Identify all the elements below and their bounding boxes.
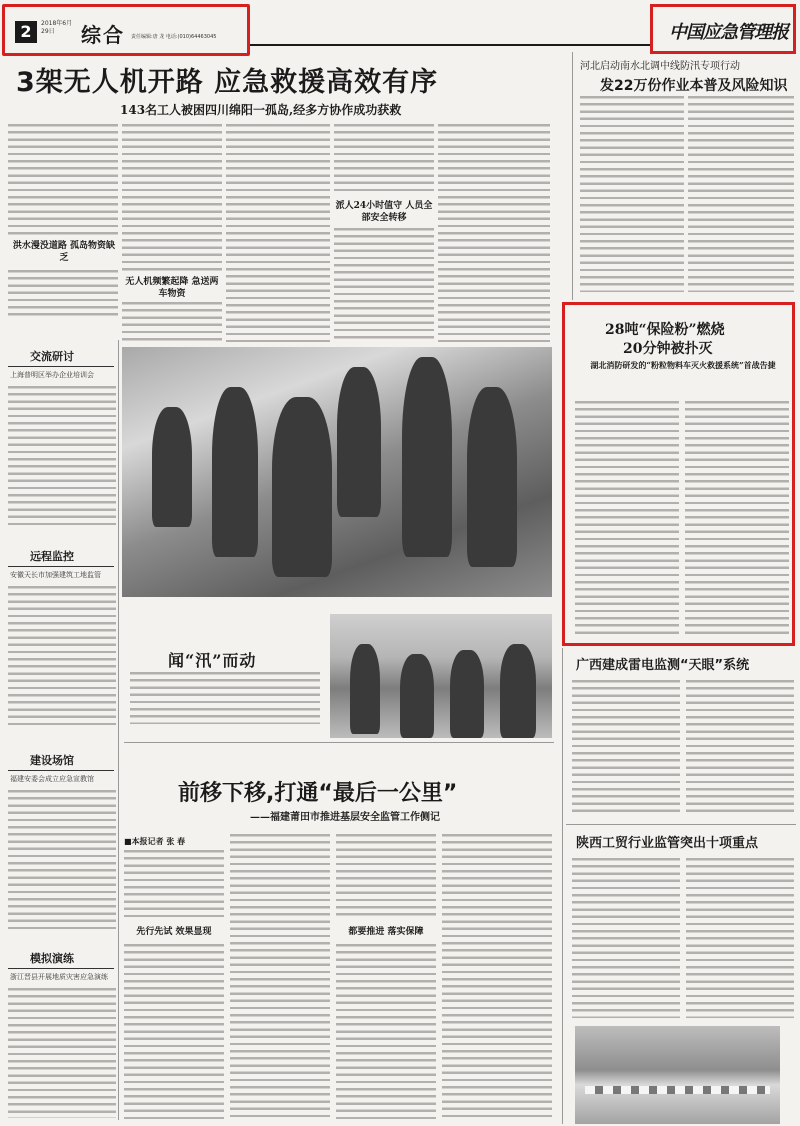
photo-figure [212, 387, 258, 557]
brief-rule [8, 968, 114, 969]
trade-story-headline: 陕西工贸行业监管突出十项重点 [576, 836, 759, 851]
photo-figure [450, 650, 484, 738]
logo-box [650, 4, 796, 54]
top-right-headline: 发22万份作业本普及风险知识 [600, 78, 788, 94]
article-text [124, 850, 224, 920]
article-text [334, 124, 434, 196]
column-divider [562, 648, 563, 1124]
brief-kicker-3: 福建安委会成立应急宣教馆 [10, 775, 94, 783]
photo-figure [272, 397, 332, 577]
editor-line: 责任编辑:唐 龙 电话:(010)64463045 [131, 34, 217, 40]
lead-side-head-1: 洪水漫没道路 孤岛物资缺乏 [12, 241, 116, 263]
newspaper-logo: 中国应急管理报 [669, 22, 788, 43]
article-text [688, 96, 794, 292]
feature-headline: 前移下移,打通“最后一公里” [178, 781, 458, 806]
brief-label-1: 交流研讨 [30, 350, 74, 363]
feature-subheadline: ——福建莆田市推进基层安全监管工作侧记 [250, 812, 440, 823]
fire-story-subtitle: 湖北消防研发的“粉粒物料车灭火救援系统”首战告捷 [590, 360, 776, 370]
article-text [124, 944, 224, 1120]
article-text [8, 124, 118, 236]
article-text [336, 944, 436, 1120]
lightning-story-headline: 广西建成雷电监测“天眼”系统 [576, 658, 750, 673]
article-text [8, 790, 116, 930]
crosswalk-stripes [585, 1086, 770, 1094]
article-text [438, 124, 550, 342]
article-text [572, 858, 680, 1018]
crosswalk-photo [575, 1026, 780, 1124]
article-text [580, 96, 684, 292]
drill-photo [330, 614, 552, 738]
issue-date: 2018年6月29日 [41, 20, 73, 35]
feature-side-head-2: 都要推进 落实保障 [348, 927, 424, 937]
photo-caption-headline: 闻“汛”而动 [168, 651, 257, 670]
story-divider [124, 742, 554, 743]
article-text [230, 834, 330, 1120]
article-text [572, 680, 680, 816]
brief-label-3: 建设场馆 [30, 754, 74, 767]
top-right-kicker: 河北启动南水北调中线防汛专项行动 [580, 61, 740, 72]
photo-figure [152, 407, 192, 527]
fire-story-box [562, 302, 795, 646]
brief-rule [8, 366, 114, 367]
article-text [8, 270, 118, 320]
section-title: 综合 [81, 23, 125, 47]
article-text [8, 586, 116, 726]
brief-kicker-4: 浙江晋县开展地质灾害应急演练 [10, 973, 108, 981]
column-divider [572, 52, 573, 300]
photo-figure [400, 654, 434, 738]
article-text [686, 858, 794, 1018]
article-text [8, 988, 116, 1118]
article-text [685, 401, 789, 637]
photo-figure [500, 644, 536, 738]
brief-rule [8, 566, 114, 567]
brief-label-2: 远程监控 [30, 550, 74, 563]
lead-side-head-3: 派人24小时值守 人员全部安全转移 [335, 201, 433, 223]
story-divider [566, 824, 796, 825]
page-number: 2 [15, 21, 37, 43]
feature-side-head-1: 先行先试 效果显现 [136, 927, 212, 937]
article-text [226, 124, 330, 342]
lead-side-head-2: 无人机频繁起降 急送两车物资 [125, 277, 219, 299]
article-text [8, 386, 116, 526]
article-text [575, 401, 679, 637]
masthead [0, 0, 800, 58]
photo-figure [350, 644, 380, 734]
lead-headline: 3架无人机开路 应急救援高效有序 [16, 67, 439, 98]
article-text [336, 834, 436, 918]
brief-rule [8, 770, 114, 771]
article-text [334, 228, 434, 342]
brief-label-4: 模拟演练 [30, 952, 74, 965]
photo-figure [467, 387, 517, 567]
brief-kicker-1: 上海普明区举办企业培训会 [10, 371, 94, 379]
article-text [122, 302, 222, 342]
fire-story-title-2: 20分钟被扑灭 [623, 341, 713, 357]
fire-story-title-1: 28吨“保险粉”燃烧 [605, 322, 725, 338]
article-text [442, 834, 552, 1120]
photo-figure [337, 367, 381, 517]
article-text [122, 124, 222, 272]
rescue-photo [122, 347, 552, 597]
feature-byline: ■本报记者 张 春 [124, 836, 186, 846]
photo-figure [402, 357, 452, 557]
lead-subheadline: 143名工人被困四川绵阳一孤岛,经多方协作成功获救 [120, 103, 402, 117]
article-text [686, 680, 794, 816]
page-header-box [2, 4, 250, 56]
photo-caption-text [130, 672, 320, 724]
masthead-rule [250, 44, 650, 46]
brief-kicker-2: 安徽天长市加强建筑工地监管 [10, 571, 101, 579]
column-divider [118, 340, 119, 1120]
